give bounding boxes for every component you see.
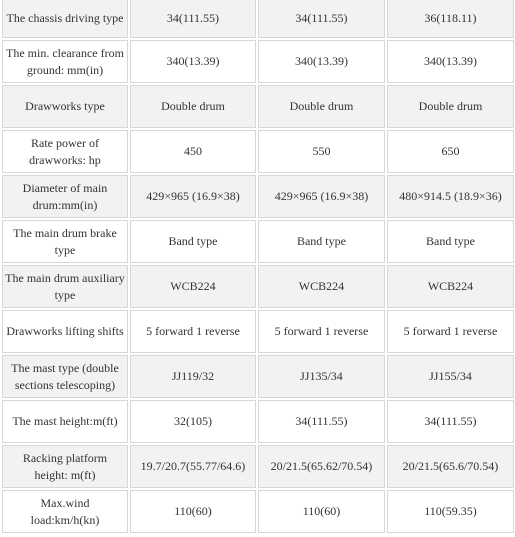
table-row <box>2 220 514 263</box>
table-row <box>2 310 514 353</box>
row-label: Drawworks type <box>2 85 128 128</box>
table-cell: 20/21.5(65.6/70.54) <box>387 445 514 488</box>
row-label: The mast height:m(ft) <box>2 400 128 443</box>
table-cell: Band type <box>130 220 256 263</box>
table-cell: JJ119/32 <box>130 355 256 398</box>
table-cell: 110(59.35) <box>387 490 514 533</box>
table-row <box>2 130 514 173</box>
table-row <box>2 400 514 443</box>
row-label: Rate power of drawworks: hp <box>2 130 128 173</box>
table-cell: 19.7/20.7(55.77/64.6) <box>130 445 256 488</box>
table-cell: 20/21.5(65.62/70.54) <box>258 445 385 488</box>
table-cell: 5 forward 1 reverse <box>387 310 514 353</box>
table-row <box>2 445 514 488</box>
row-label: Diameter of main drum:mm(in) <box>2 175 128 218</box>
table-cell: 450 <box>130 130 256 173</box>
table-row <box>2 85 514 128</box>
table-cell: WCB224 <box>258 265 385 308</box>
table-cell: 36(118.11) <box>387 0 514 38</box>
row-label: The chassis driving type <box>2 0 128 38</box>
table-cell: 34(111.55) <box>387 400 514 443</box>
table-cell: 5 forward 1 reverse <box>130 310 256 353</box>
table-row <box>2 40 514 83</box>
table-cell: 110(60) <box>258 490 385 533</box>
table-cell: JJ135/34 <box>258 355 385 398</box>
table-cell: WCB224 <box>387 265 514 308</box>
row-label: The main drum brake type <box>2 220 128 263</box>
table-row <box>2 175 514 218</box>
table-cell: 34(111.55) <box>258 400 385 443</box>
table-cell: 650 <box>387 130 514 173</box>
table-row <box>2 0 514 38</box>
row-label: Drawworks lifting shifts <box>2 310 128 353</box>
table-cell: Double drum <box>387 85 514 128</box>
table-cell: 429×965 (16.9×38) <box>258 175 385 218</box>
table-cell: 34(111.55) <box>258 0 385 38</box>
table-cell: 480×914.5 (18.9×36) <box>387 175 514 218</box>
table-cell: Band type <box>258 220 385 263</box>
row-label: The main drum auxiliary type <box>2 265 128 308</box>
table-cell: 429×965 (16.9×38) <box>130 175 256 218</box>
table-cell: 550 <box>258 130 385 173</box>
table-cell: 340(13.39) <box>258 40 385 83</box>
row-label: Max.wind load:km/h(kn) <box>2 490 128 533</box>
table-row <box>2 355 514 398</box>
table-cell: Double drum <box>258 85 385 128</box>
table-row <box>2 490 514 533</box>
table-cell: 340(13.39) <box>130 40 256 83</box>
table-cell: 110(60) <box>130 490 256 533</box>
table-cell: JJ155/34 <box>387 355 514 398</box>
table-cell: 34(111.55) <box>130 0 256 38</box>
table-row <box>2 265 514 308</box>
row-label: The mast type (double sections telescoping) <box>2 355 128 398</box>
row-label: The min. clearance from ground: mm(in) <box>2 40 128 83</box>
table-cell: 32(105) <box>130 400 256 443</box>
row-label: Racking platform height: m(ft) <box>2 445 128 488</box>
table-cell: 5 forward 1 reverse <box>258 310 385 353</box>
table-cell: 340(13.39) <box>387 40 514 83</box>
table-cell: Double drum <box>130 85 256 128</box>
table-cell: WCB224 <box>130 265 256 308</box>
table-cell: Band type <box>387 220 514 263</box>
